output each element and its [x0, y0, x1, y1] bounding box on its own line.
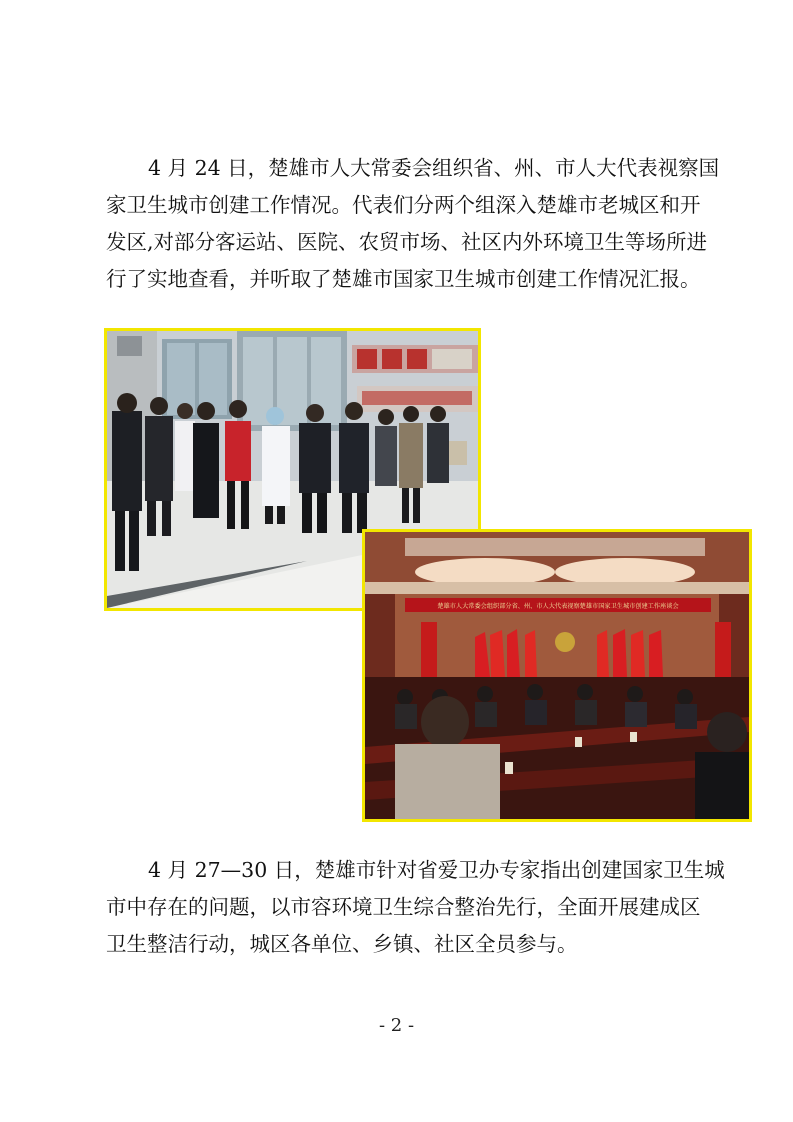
text-line: 市中存在的问题，以市容环境卫生综合整治先行，全面开展建成区 [106, 895, 701, 919]
photo-meeting-room [362, 529, 752, 822]
text-line: 4 月 27—30 日，楚雄市针对省爱卫办专家指出创建国家卫生城 [148, 858, 725, 882]
paragraph-sanitation-action [106, 852, 725, 963]
text-line: 发区,对部分客运站、医院、农贸市场、社区内外环境卫生等场所进 [106, 230, 708, 254]
text-line: 卫生整洁行动，城区各单位、乡镇、社区全员参与。 [106, 932, 578, 956]
meeting-banner-text: 楚雄市人大常委会组织部分省、州、市人大代表视察楚雄市国家卫生城市创建工作座谈会 [437, 603, 679, 610]
text-line: 4 月 24 日，楚雄市人大常委会组织省、州、市人大代表视察国 [148, 156, 720, 180]
text-line: 家卫生城市创建工作情况。代表们分两个组深入楚雄市老城区和开 [106, 193, 701, 217]
paragraph-inspection [106, 150, 720, 298]
page-number: - 2 - [378, 1015, 415, 1036]
photo-meeting-image [365, 532, 749, 819]
text-line: 行了实地查看，并听取了楚雄市国家卫生城市创建工作情况汇报。 [106, 267, 701, 291]
